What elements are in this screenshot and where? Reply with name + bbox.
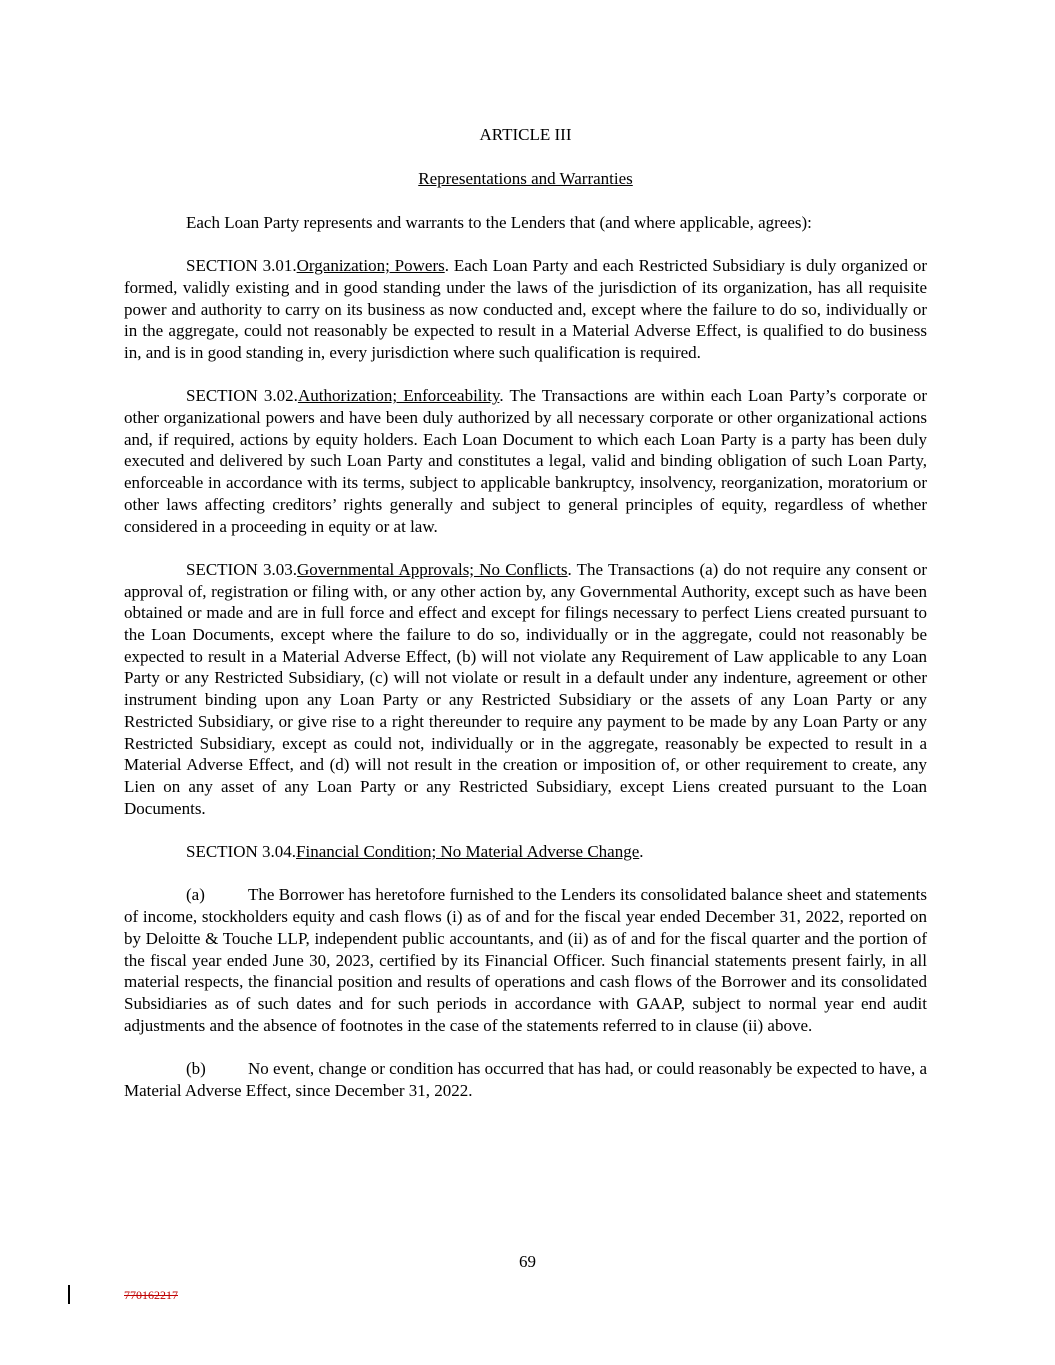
document-id: 770162217 (124, 1288, 178, 1302)
change-bar (68, 1285, 70, 1304)
clause-label: (b) (186, 1059, 206, 1079)
section-heading: Financial Condition; No Material Adverse Change (296, 842, 640, 862)
clause-b (124, 1058, 927, 1101)
article-subtitle: Representations and Warranties (418, 169, 633, 188)
section-3-01 (124, 255, 927, 364)
clause-a (124, 884, 927, 1036)
section-heading: Authorization; Enforceability (297, 386, 500, 406)
intro-paragraph: Each Loan Party represents and warrants to the Lenders that (and where applicable, agrees): (186, 212, 812, 232)
section-3-02 (124, 385, 927, 537)
section-number: SECTION 3.02. (186, 386, 298, 406)
section-number: SECTION 3.03. (186, 559, 297, 579)
section-body: . The Transactions are within each Loan Party’s corporate or other organizational powers and have been duly authorized by all necessary corporate or other organizational actions and, if required, actions by equity holders. Each Loan Document to which each Loan Party is a party has been duly executed and delivered by such Loan Party and constitutes a legal, valid and binding obligation of such Loan Party, enforceable in accordance with its terms, subject to applicable bankruptcy, insolvency, reorganization, moratorium or other laws affecting creditors’ rights generally and subject to general principles of equity, regardless of whether considered in a proceeding in equity or at law. (124, 386, 927, 536)
clause-text: No event, change or condition has occurred that has had, or could reasonably be expected to have, a Material Adverse Effect, since December 31, 2022. (124, 1059, 927, 1100)
document-page (124, 124, 927, 1101)
section-heading: Organization; Powers (296, 256, 445, 276)
clause-label: (a) (186, 885, 205, 905)
article-title: ARTICLE III (479, 125, 572, 144)
section-number: SECTION 3.01. (186, 256, 297, 276)
section-3-03 (124, 559, 927, 819)
section-3-04 (124, 841, 927, 863)
section-body: . The Transactions (a) do not require any consent or approval of, registration or filing with, or any other action by, any Governmental Authority, except such as have been obtained or made and are in full force and effect and except for filings necessary to perfect Liens created pursuant to the Loan Documents, except where the failure to do so, individually or in the aggregate, could not reasonably be expected to result in a Material Adverse Effect, (b) will not violate any Requirement of Law applicable to any Loan Party or any Restricted Subsidiary, (c) will not violate or result in a default under any indenture, agreement or other instrument binding upon any Loan Party or any Restricted Subsidiary or the assets of any Loan Party or any Restricted Subsidiary, or give rise to a right thereunder to require any payment to be made by any Loan Party or any Restricted Subsidiary, except as could not, individually or in the aggregate, reasonably be expected to result in a Material Adverse Effect, and (d) will not result in the creation or imposition of, or other requirement to create, any Lien on any asset of any Loan Party or any Restricted Subsidiary, except Liens created pursuant to the Loan Documents. (124, 559, 927, 818)
section-heading: Governmental Approvals; No Conflicts (296, 559, 568, 579)
section-body: . (639, 842, 644, 862)
page-number: 69 (519, 1252, 536, 1271)
section-body: . Each Loan Party and each Restricted Subsidiary is duly organized or formed, validly existing and in good standing under the laws of the jurisdiction of its organization, has all requisite power and authority to carry on its business as now conducted and, except where the failure to do so, individually or in the aggregate, could not reasonably be expected to result in a Material Adverse Effect, is qualified to do business in, and is in good standing in, every jurisdiction where such qualification is required. (124, 256, 927, 362)
section-number: SECTION 3.04. (186, 842, 297, 862)
clause-text: The Borrower has heretofore furnished to the Lenders its consolidated balance sheet and statements of income, stockholders equity and cash flows (i) as of and for the fiscal year ended December 31, 2022, reported on by Deloitte & Touche LLP, independent public accountants, and (ii) as of and for the fiscal quarter and the portion of the fiscal year ended June 30, 2023, certified by its Financial Officer. Such financial statements present fairly, in all material respects, the financial position and results of operations and cash flows of the Borrower and its consolidated Subsidiaries as of such dates and for such periods in accordance with GAAP, subject to normal year end audit adjustments and the absence of footnotes in the case of the statements referred to in clause (ii) above. (124, 885, 927, 1035)
